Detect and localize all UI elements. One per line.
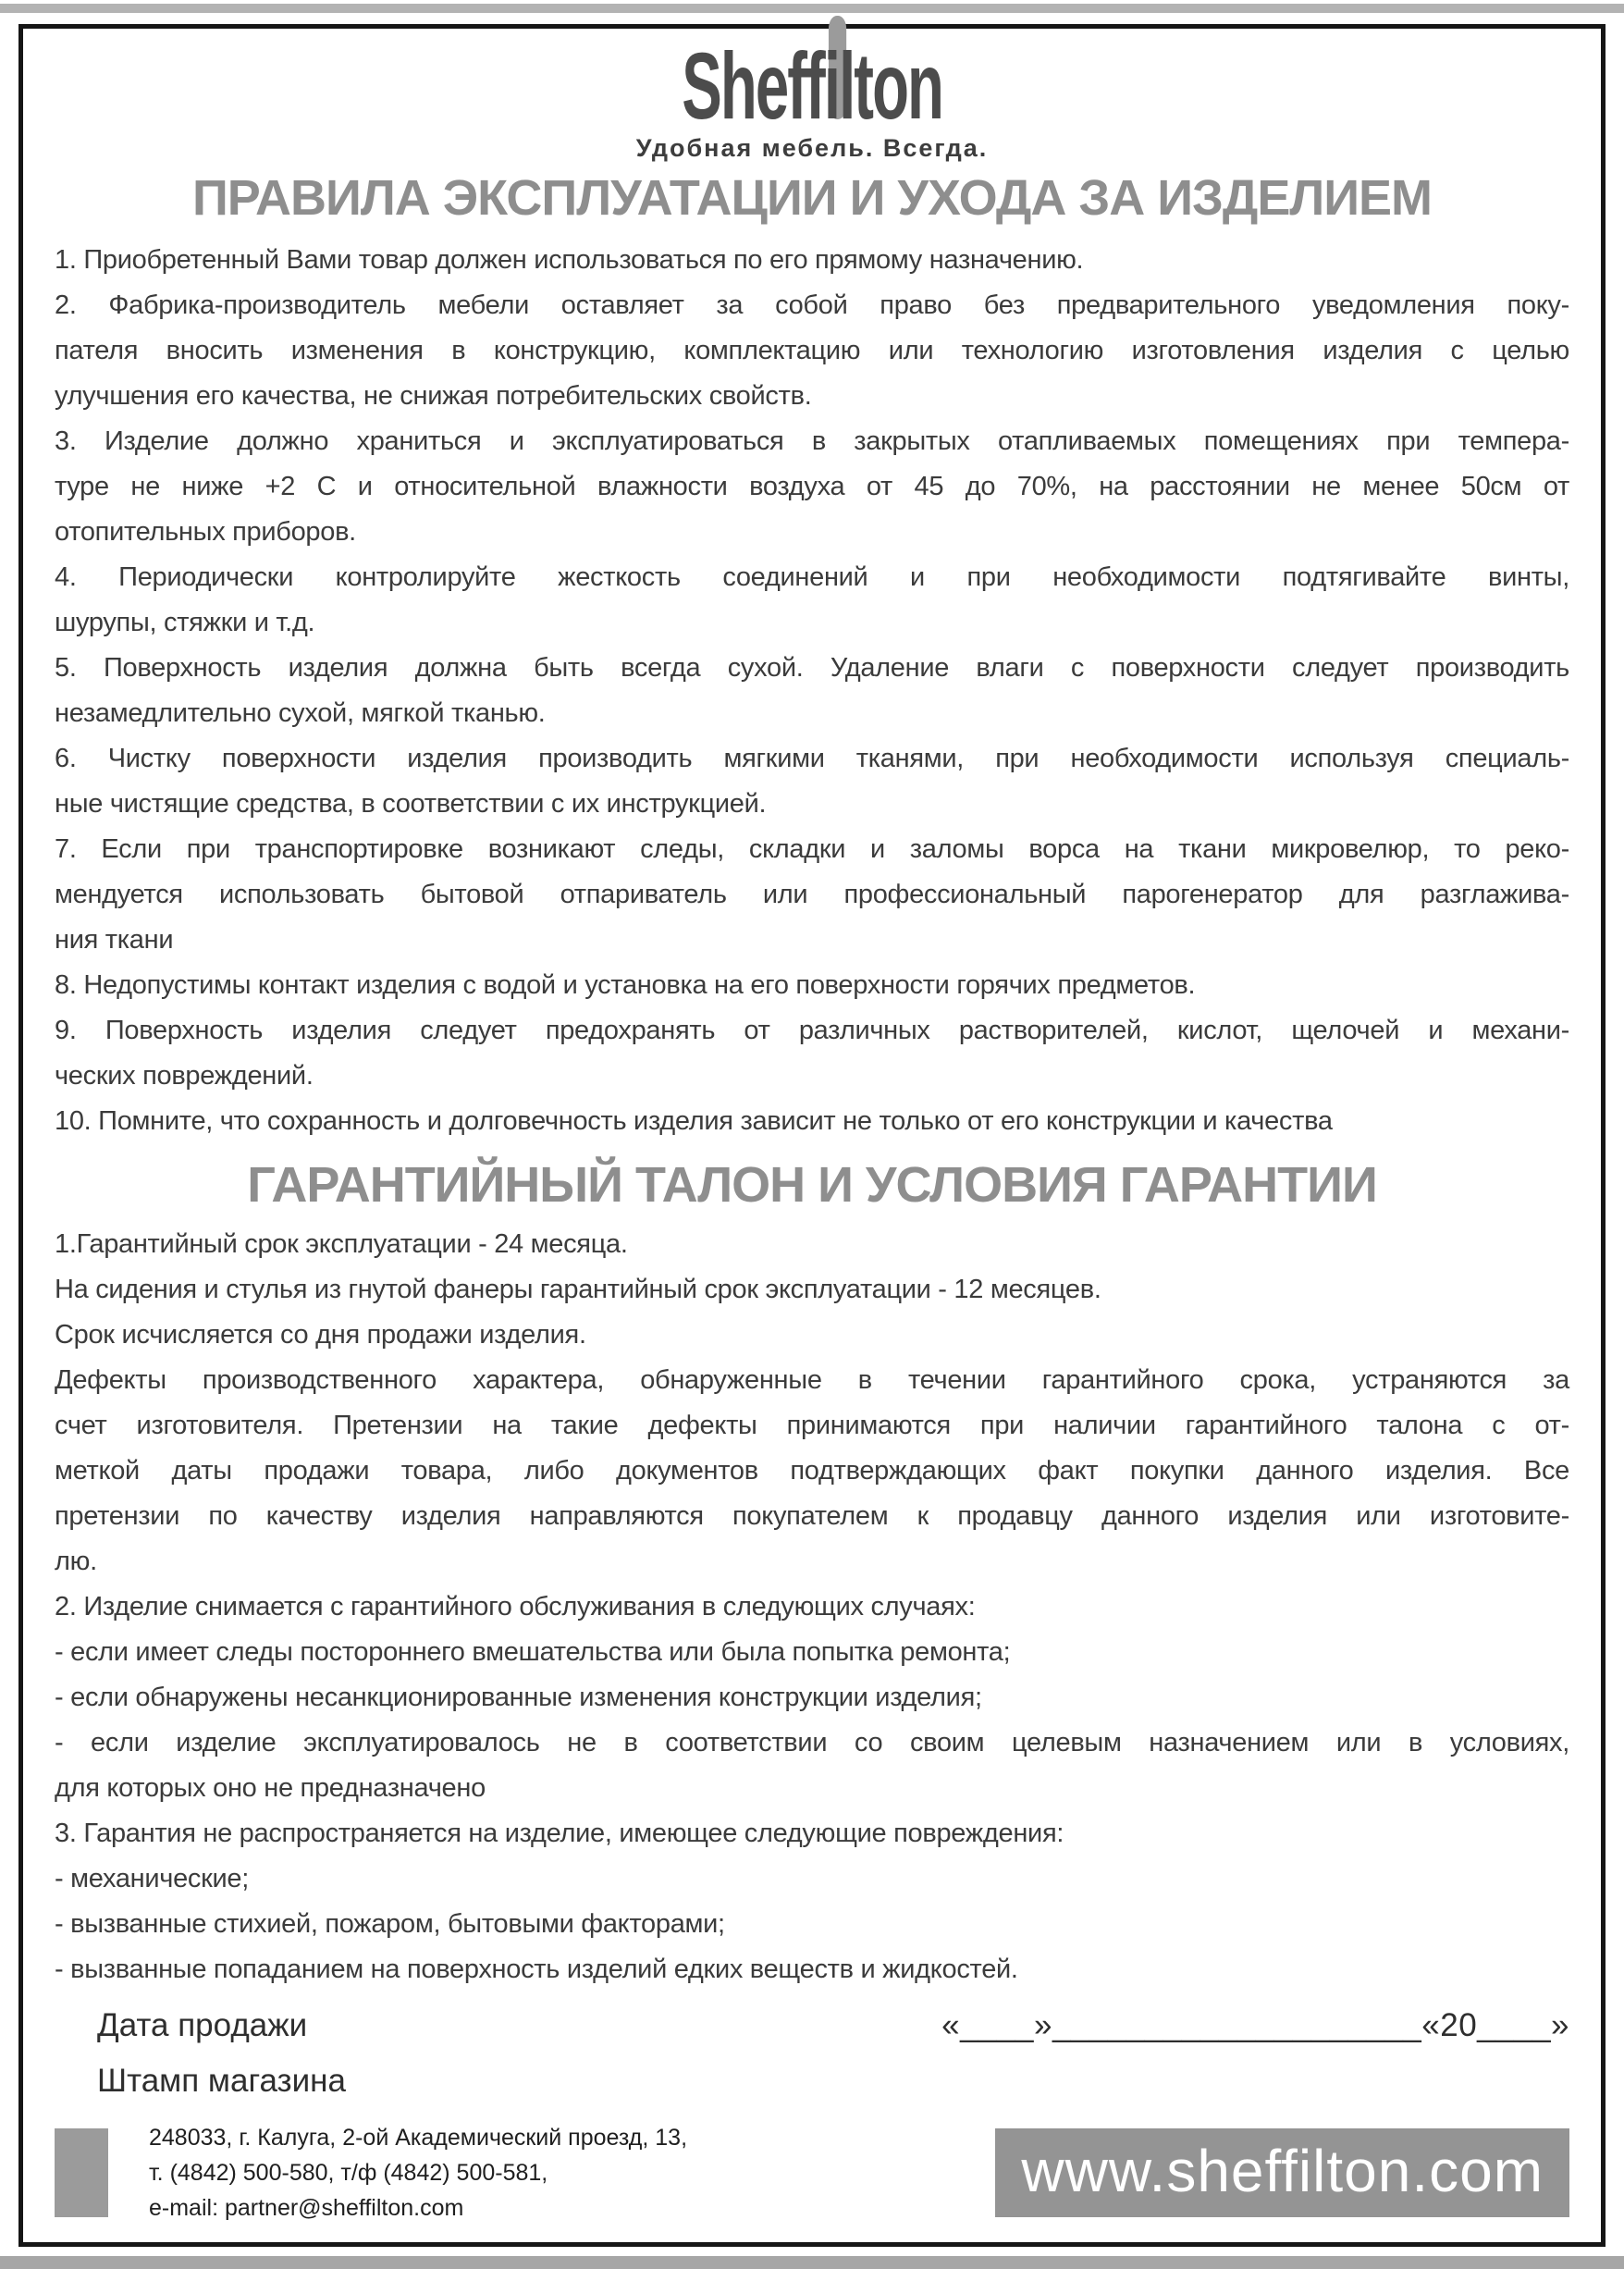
text-line: ные чистящие средства, в соответствии с их инструкцией. — [55, 788, 767, 819]
sale-date-row — [55, 2007, 1569, 2044]
text-line: незамедлительно сухой, мягкой тканью. — [55, 697, 546, 728]
text-line: 2. Изделие снимается с гарантийного обслуживания в следующих случаях: — [55, 1592, 976, 1622]
care-paragraph — [55, 283, 1569, 419]
text-line: 9. Поверхность изделия следует предохранять от различных растворителей, кислот, щелочей и механи- — [55, 1015, 1569, 1045]
text-line: - вызванные стихией, пожаром, бытовыми факторами; — [55, 1909, 725, 1940]
text-line: улучшения его качества, не снижая потребительских свойств. — [55, 380, 812, 411]
care-paragraph — [55, 419, 1569, 555]
scan-edge-top — [0, 4, 1624, 13]
footer-gray-block — [55, 2128, 108, 2217]
text-line: ческих повреждений. — [55, 1060, 314, 1091]
brand-tagline: Удобная мебель. Всегда. — [635, 134, 989, 163]
warranty-paragraph — [55, 1585, 1569, 1630]
warranty-paragraph — [55, 1902, 1569, 1947]
text-line: лю. — [55, 1547, 97, 1577]
care-paragraph — [55, 827, 1569, 963]
text-line: меткой даты продажи товара, либо документов подтверждающих факт покупки данного изделия. Все — [55, 1456, 1569, 1486]
text-line: 5. Поверхность изделия должна быть всегда сухой. Удаление влаги с поверхности следует производить — [55, 652, 1569, 683]
text-line: 2. Фабрика-производитель мебели оставляет за собой право без предварительного уведомления поку- — [55, 290, 1569, 320]
text-line: Срок исчисляется со дня продажи изделия. — [55, 1320, 586, 1350]
address-line: e-mail: partner@sheffilton.com — [149, 2195, 464, 2222]
warranty-paragraph — [55, 1856, 1569, 1902]
text-line: 3. Изделие должно храниться и эксплуатироваться в закрытых отапливаемых помещениях при темпера- — [55, 425, 1569, 456]
warranty-paragraph — [55, 1222, 1569, 1267]
care-paragraph — [55, 1008, 1569, 1099]
text-line: - механические; — [55, 1864, 249, 1894]
logo-text: Sheffilton — [682, 33, 942, 139]
warranty-section-title: ГАРАНТИЙНЫЙ ТАЛОН И УСЛОВИЯ ГАРАНТИИ — [247, 1156, 1377, 1213]
care-paragraph — [55, 963, 1569, 1008]
text-line: отопительных приборов. — [55, 516, 356, 547]
warranty-paragraph — [55, 1811, 1569, 1856]
text-line: 7. Если при транспортировке возникают следы, складки и заломы ворса на ткани микровелюр, то реко- — [55, 833, 1569, 864]
care-paragraph — [55, 238, 1569, 283]
text-line: 4. Периодически контролируйте жесткость соединений и при необходимости подтягивайте винты, — [55, 561, 1569, 592]
text-line: - вызванные попаданием на поверхность изделий едких веществ и жидкостей. — [55, 1955, 1018, 1985]
text-line: - если имеет следы постороннего вмешательства или была попытка ремонта; — [55, 1637, 1011, 1668]
footer — [55, 2120, 1569, 2226]
text-line: для которых оно не предназначено — [55, 1773, 486, 1804]
warranty-paragraph — [55, 1675, 1569, 1720]
text-line: счет изготовителя. Претензии на такие дефекты принимаются при наличии гарантийного талона с от- — [55, 1411, 1569, 1441]
brand-header — [55, 33, 1569, 163]
warranty-paragraph — [55, 1267, 1569, 1313]
scan-edge-bottom — [0, 2256, 1624, 2269]
text-line: пателя вносить изменения в конструкцию, комплектацию или технологию изготовления изделия с целью — [55, 335, 1569, 365]
warranty-paragraph — [55, 1630, 1569, 1675]
warranty-paragraph — [55, 1720, 1569, 1811]
text-line: Дефекты производственного характера, обнаруженные в течении гарантийного срока, устраняются за — [55, 1365, 1569, 1396]
address-line: т. (4842) 500-580, т/ф (4842) 500-581, — [149, 2160, 548, 2187]
text-line: претензии по качеству изделия направляются покупателем к продавцу данного изделия или изготовите- — [55, 1501, 1569, 1532]
sale-date-blank-field: «____»____________________«20____» — [941, 2007, 1569, 2044]
warranty-paragraph — [55, 1947, 1569, 1992]
care-paragraph — [55, 555, 1569, 646]
warranty-paragraph — [55, 1358, 1569, 1585]
text-line: - если изделие эксплуатировалось не в соответствии со своим целевым назначением или в условиях, — [55, 1728, 1569, 1758]
care-section-title: ПРАВИЛА ЭКСПЛУАТАЦИИ И УХОДА ЗА ИЗДЕЛИЕМ — [191, 170, 1433, 227]
text-line: На сидения и стулья из гнутой фанеры гарантийный срок эксплуатации - 12 месяцев. — [55, 1275, 1101, 1305]
website-banner: www.sheffilton.com — [995, 2128, 1569, 2217]
warranty-section — [55, 1222, 1569, 1992]
sale-date-label: Дата продажи — [97, 2007, 308, 2044]
shop-stamp-label: Штамп магазина — [97, 2063, 346, 2100]
warranty-paragraph — [55, 1313, 1569, 1358]
text-line: ния ткани — [55, 924, 174, 955]
text-line: 8. Недопустимы контакт изделия с водой и установка на его поверхности горячих предметов. — [55, 969, 1196, 1000]
text-line: 1. Приобретенный Вами товар должен использоваться по его прямому назначению. — [55, 244, 1084, 275]
text-line: 3. Гарантия не распространяется на изделие, имеющее следующие повреждения: — [55, 1819, 1064, 1849]
text-line: шурупы, стяжки и т.д. — [55, 607, 315, 637]
text-line: 1.Гарантийный срок эксплуатации - 24 месяца. — [55, 1229, 628, 1260]
text-line: - если обнаружены несанкционированные изменения конструкции изделия; — [55, 1683, 982, 1713]
care-paragraph — [55, 1099, 1569, 1144]
footer-address — [149, 2120, 687, 2226]
care-paragraph — [55, 646, 1569, 736]
brand-logo — [682, 33, 942, 139]
text-line: туре не ниже +2 С и относительной влажности воздуха от 45 до 70%, на расстоянии не менее 50см от — [55, 471, 1569, 501]
page-border-frame — [18, 24, 1606, 2247]
care-paragraph — [55, 736, 1569, 827]
text-line: 10. Помните, что сохранность и долговечность изделия зависит не только от его конструкции и качества — [55, 1105, 1333, 1136]
text-line: 6. Чистку поверхности изделия производить мягкими тканями, при необходимости используя специаль- — [55, 743, 1569, 773]
address-line: 248033, г. Калуга, 2-ой Академический проезд, 13, — [149, 2125, 688, 2152]
text-line: мендуется использовать бытовой отпариватель или профессиональный парогенератор для разглажива- — [55, 879, 1569, 909]
care-rules-section — [55, 238, 1569, 1144]
